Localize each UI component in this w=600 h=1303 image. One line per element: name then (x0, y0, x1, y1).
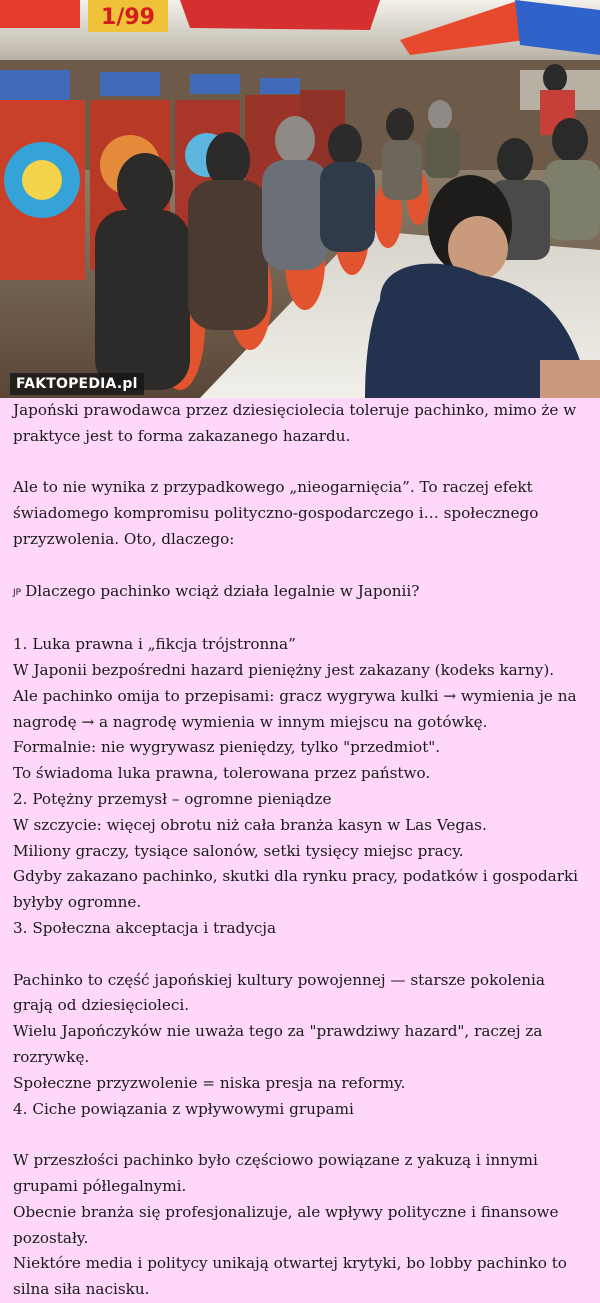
section-1-line: Ale pachinko omija to przepisami: gracz wygrywa kulki → wymienia je na nagrodę → a nagrodę wymienia w innym miejscu na gotówkę. (13, 686, 577, 731)
intro-paragraph: Japoński prawodawca przez dziesięciolecia toleruje pachinko, mimo że w praktyce jest to forma zakazanego hazardu. (13, 401, 577, 445)
section-3-line: Pachinko to część japońskiej kultury powojennej — starsze pokolenia grają od dziesięcioleci. (13, 970, 545, 1015)
section-1-line: W Japonii bezpośredni hazard pieniężny jest zakazany (kodeks karny). (13, 660, 555, 679)
section-4-line: Niektóre media i politycy unikają otwartej krytyki, bo lobby pachinko to silna siła nacisku. (13, 1254, 567, 1299)
section-4-line: W przeszłości pachinko było częściowo powiązane z yakuzą i innymi grupami półlegalnymi. (13, 1151, 538, 1195)
pachinko-hall-photo (0, 0, 600, 398)
japan-flag-icon: JP (13, 587, 22, 598)
section-2-line: Gdyby zakazano pachinko, skutki dla rynku pracy, podatków i gospodarki byłyby ogromne. (13, 867, 579, 912)
section-2-line: Miliony graczy, tysiące salonów, setki tysięcy miejsc pracy. (13, 841, 464, 860)
section-heading (13, 579, 587, 607)
section-3-line: Społeczne przyzwolenie = niska presja na reformy. (13, 1073, 406, 1092)
section-4-line: Obecnie branża się profesjonalizuje, ale wpływy polityczne i finansowe pozostały. (13, 1202, 559, 1247)
section-2-line: W szczycie: więcej obrotu niż cała branża kasyn w Las Vegas. (13, 815, 487, 834)
section-3-line: Wielu Japończyków nie uważa tego za "prawdziwy hazard", raczej za rozrywkę. (13, 1022, 543, 1066)
section-2-title: 2. Potężny przemysł – ogromne pieniądze (13, 789, 332, 808)
heading-text: Dlaczego pachinko wciąż działa legalnie w Japonii? (25, 581, 420, 600)
section-1-line: To świadoma luka prawna, tolerowana przez państwo. (13, 764, 431, 783)
watermark-logo: FAKTOPEDIA.pl (10, 373, 144, 395)
section-1-title: 1. Luka prawna i „fikcja trójstronna” (13, 635, 296, 654)
article-body (0, 398, 600, 1303)
section-1-line: Formalnie: nie wygrywasz pieniędzy, tylko "przedmiot". (13, 738, 441, 757)
pachinko-hall-illustration (0, 0, 600, 398)
sign-text: 1/99 (101, 5, 155, 30)
thesis-paragraph: Ale to nie wynika z przypadkowego „nieogarnięcia”. To raczej efekt świadomego kompromisu polityczno-gospodarczego i… społecznego przyzwolenia. Oto, dlaczego: (13, 478, 539, 548)
section-4-title: 4. Ciche powiązania z wpływowymi grupami (13, 1099, 354, 1118)
section-3-title: 3. Społeczna akceptacja i tradycja (13, 918, 277, 937)
